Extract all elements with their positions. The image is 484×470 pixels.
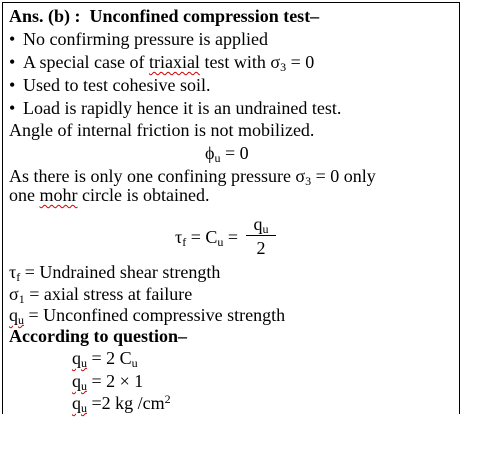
fraction-numerator: $q_u$ (253, 214, 269, 236)
bullet-item: • A special case of triaxial test with $\sigma_3 = 0$ (9, 52, 315, 74)
definition-row: $\sigma_1$ = axial stress at failure (9, 284, 193, 306)
bullet-item: • No confirming pressure is applied (9, 29, 268, 49)
bullet-icon: • (9, 29, 16, 49)
fraction-denominator: 2 (256, 238, 266, 258)
shear-fraction (246, 214, 276, 258)
spellcheck-word: mohr (39, 185, 78, 205)
calc-step: $q_u = 2 \times 1$ (72, 371, 144, 393)
bullet-item: • Used to test cohesive soil. (9, 75, 211, 95)
fraction-bar (246, 235, 276, 236)
calc-step: $q_u = 2$ $C_u$ (72, 348, 138, 370)
definition-row: $q_u$ = Unconfined compressive strength (9, 305, 286, 327)
bullet-icon: • (9, 75, 16, 95)
spellcheck-word: $q_u$ (72, 371, 87, 393)
spellcheck-word: triaxial (148, 52, 200, 72)
spellcheck-word: $q_u$ (72, 393, 87, 415)
friction-statement: Angle of internal friction is not mobilized. (9, 120, 315, 140)
according-heading: According to question– (9, 326, 188, 346)
answer-title: Unconfined compression test– (89, 6, 320, 26)
spellcheck-word: $q_u$ (72, 348, 87, 370)
calc-step: $q_u =2$ kg $/cm^2$ (72, 392, 171, 415)
definition-row: $\tau_f$ = Undrained shear strength (9, 262, 221, 284)
phi-equation: $\phi_u = 0$ (205, 143, 249, 165)
shear-equation: $\tau_f = C_u$ = (175, 227, 239, 249)
bullet-icon: • (9, 98, 16, 118)
bullet-item: • Load is rapidly hence it is an undrained test. (9, 98, 342, 118)
answer-heading (9, 6, 319, 26)
spellcheck-word: $q_u$ (9, 305, 24, 327)
confining-line-2: one mohr circle is obtained. (9, 185, 210, 205)
confining-line-1: As there is only one confining pressure $\sigma_3 = 0$ only (9, 166, 376, 188)
answer-label: Ans. (b) : (9, 6, 81, 26)
bullet-icon: • (9, 52, 16, 72)
